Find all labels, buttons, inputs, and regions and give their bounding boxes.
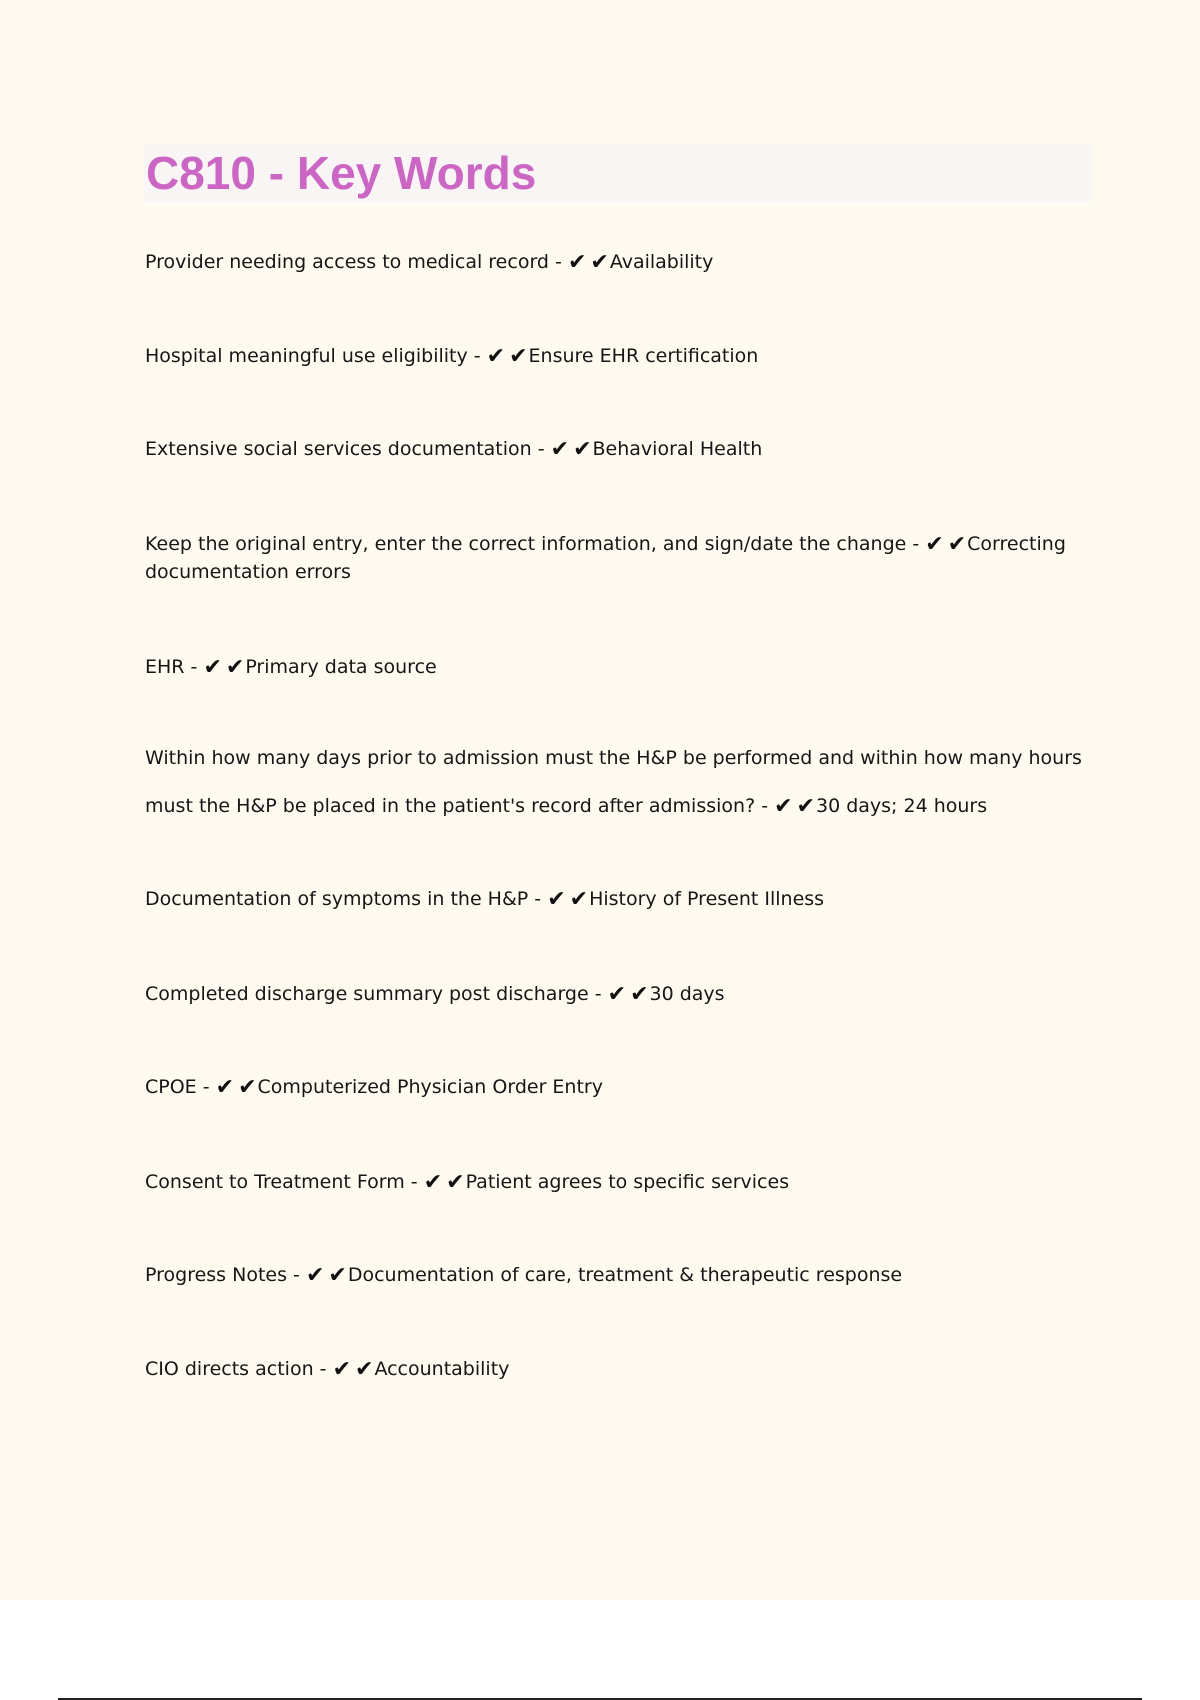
check-icon: ✔ bbox=[328, 1263, 347, 1288]
entry-definition: Documentation of care, treatment & therapeutic response bbox=[347, 1264, 903, 1286]
entry-definition: History of Present Illness bbox=[589, 888, 825, 910]
check-icon: ✔ bbox=[423, 1170, 443, 1195]
key-word-entry bbox=[145, 1168, 1095, 1196]
check-icon: ✔ bbox=[238, 1075, 257, 1100]
key-word-entry bbox=[145, 980, 1095, 1008]
check-icon: ✔ bbox=[225, 655, 245, 680]
key-word-entry bbox=[145, 1261, 1095, 1289]
entry-term: Completed discharge summary post discharge - bbox=[145, 983, 602, 1005]
check-icon: ✔ bbox=[590, 250, 609, 275]
key-word-entry bbox=[145, 435, 1095, 463]
entry-definition: Primary data source bbox=[245, 656, 437, 678]
entry-definition: Correcting documentation errors bbox=[145, 533, 1066, 583]
entry-definition: Ensure EHR certification bbox=[528, 345, 759, 367]
check-icon: ✔ bbox=[550, 437, 570, 462]
key-word-entry bbox=[145, 653, 1095, 681]
key-word-entry bbox=[145, 885, 1095, 913]
entry-term: Keep the original entry, enter the correct information, and sign/date the change - bbox=[145, 533, 920, 555]
entry-definition: Availability bbox=[609, 251, 714, 273]
key-word-entry bbox=[145, 1073, 1095, 1101]
check-icon: ✔ bbox=[925, 532, 944, 557]
entry-term: Progress Notes - bbox=[145, 1264, 300, 1286]
key-word-entry bbox=[145, 342, 1095, 370]
entry-term: Within how many days prior to admission must the H&P be performed and within how many hours must the H&P be placed in the patient's record after admission? - bbox=[145, 747, 1082, 817]
key-word-entry bbox=[145, 530, 1095, 586]
title-band bbox=[144, 144, 1092, 202]
check-icon: ✔ bbox=[567, 250, 587, 275]
entry-definition: Behavioral Health bbox=[592, 438, 763, 460]
check-icon: ✔ bbox=[305, 1263, 325, 1288]
key-word-entry bbox=[145, 248, 1095, 276]
check-icon: ✔ bbox=[569, 887, 589, 912]
entry-definition: 30 days; 24 hours bbox=[815, 795, 988, 817]
key-word-entry bbox=[145, 734, 1095, 830]
check-icon: ✔ bbox=[509, 344, 528, 369]
check-icon: ✔ bbox=[947, 532, 967, 557]
entry-definition: 30 days bbox=[649, 983, 725, 1005]
check-icon: ✔ bbox=[573, 437, 592, 462]
entry-term: Documentation of symptoms in the H&P - bbox=[145, 888, 542, 910]
check-icon: ✔ bbox=[630, 982, 649, 1007]
entry-term: CPOE - bbox=[145, 1076, 210, 1098]
check-icon: ✔ bbox=[215, 1075, 235, 1100]
check-icon: ✔ bbox=[796, 794, 815, 819]
document-title: C810 - Key Words bbox=[146, 147, 537, 199]
check-icon: ✔ bbox=[486, 344, 506, 369]
entry-term: Hospital meaningful use eligibility - bbox=[145, 345, 481, 367]
check-icon: ✔ bbox=[446, 1170, 465, 1195]
check-icon: ✔ bbox=[547, 887, 566, 912]
entry-definition: Patient agrees to specific services bbox=[465, 1171, 790, 1193]
entry-term: Provider needing access to medical record - bbox=[145, 251, 562, 273]
check-icon: ✔ bbox=[774, 794, 793, 819]
check-icon: ✔ bbox=[332, 1357, 351, 1382]
entry-term: CIO directs action - bbox=[145, 1358, 327, 1380]
key-word-entry bbox=[145, 1355, 1095, 1383]
check-icon: ✔ bbox=[355, 1357, 374, 1382]
entry-definition: Accountability bbox=[374, 1358, 510, 1380]
entry-term: EHR - bbox=[145, 656, 198, 678]
check-icon: ✔ bbox=[203, 655, 222, 680]
entry-term: Consent to Treatment Form - bbox=[145, 1171, 418, 1193]
entry-term: Extensive social services documentation - bbox=[145, 438, 545, 460]
entry-definition: Computerized Physician Order Entry bbox=[257, 1076, 603, 1098]
check-icon: ✔ bbox=[607, 982, 627, 1007]
